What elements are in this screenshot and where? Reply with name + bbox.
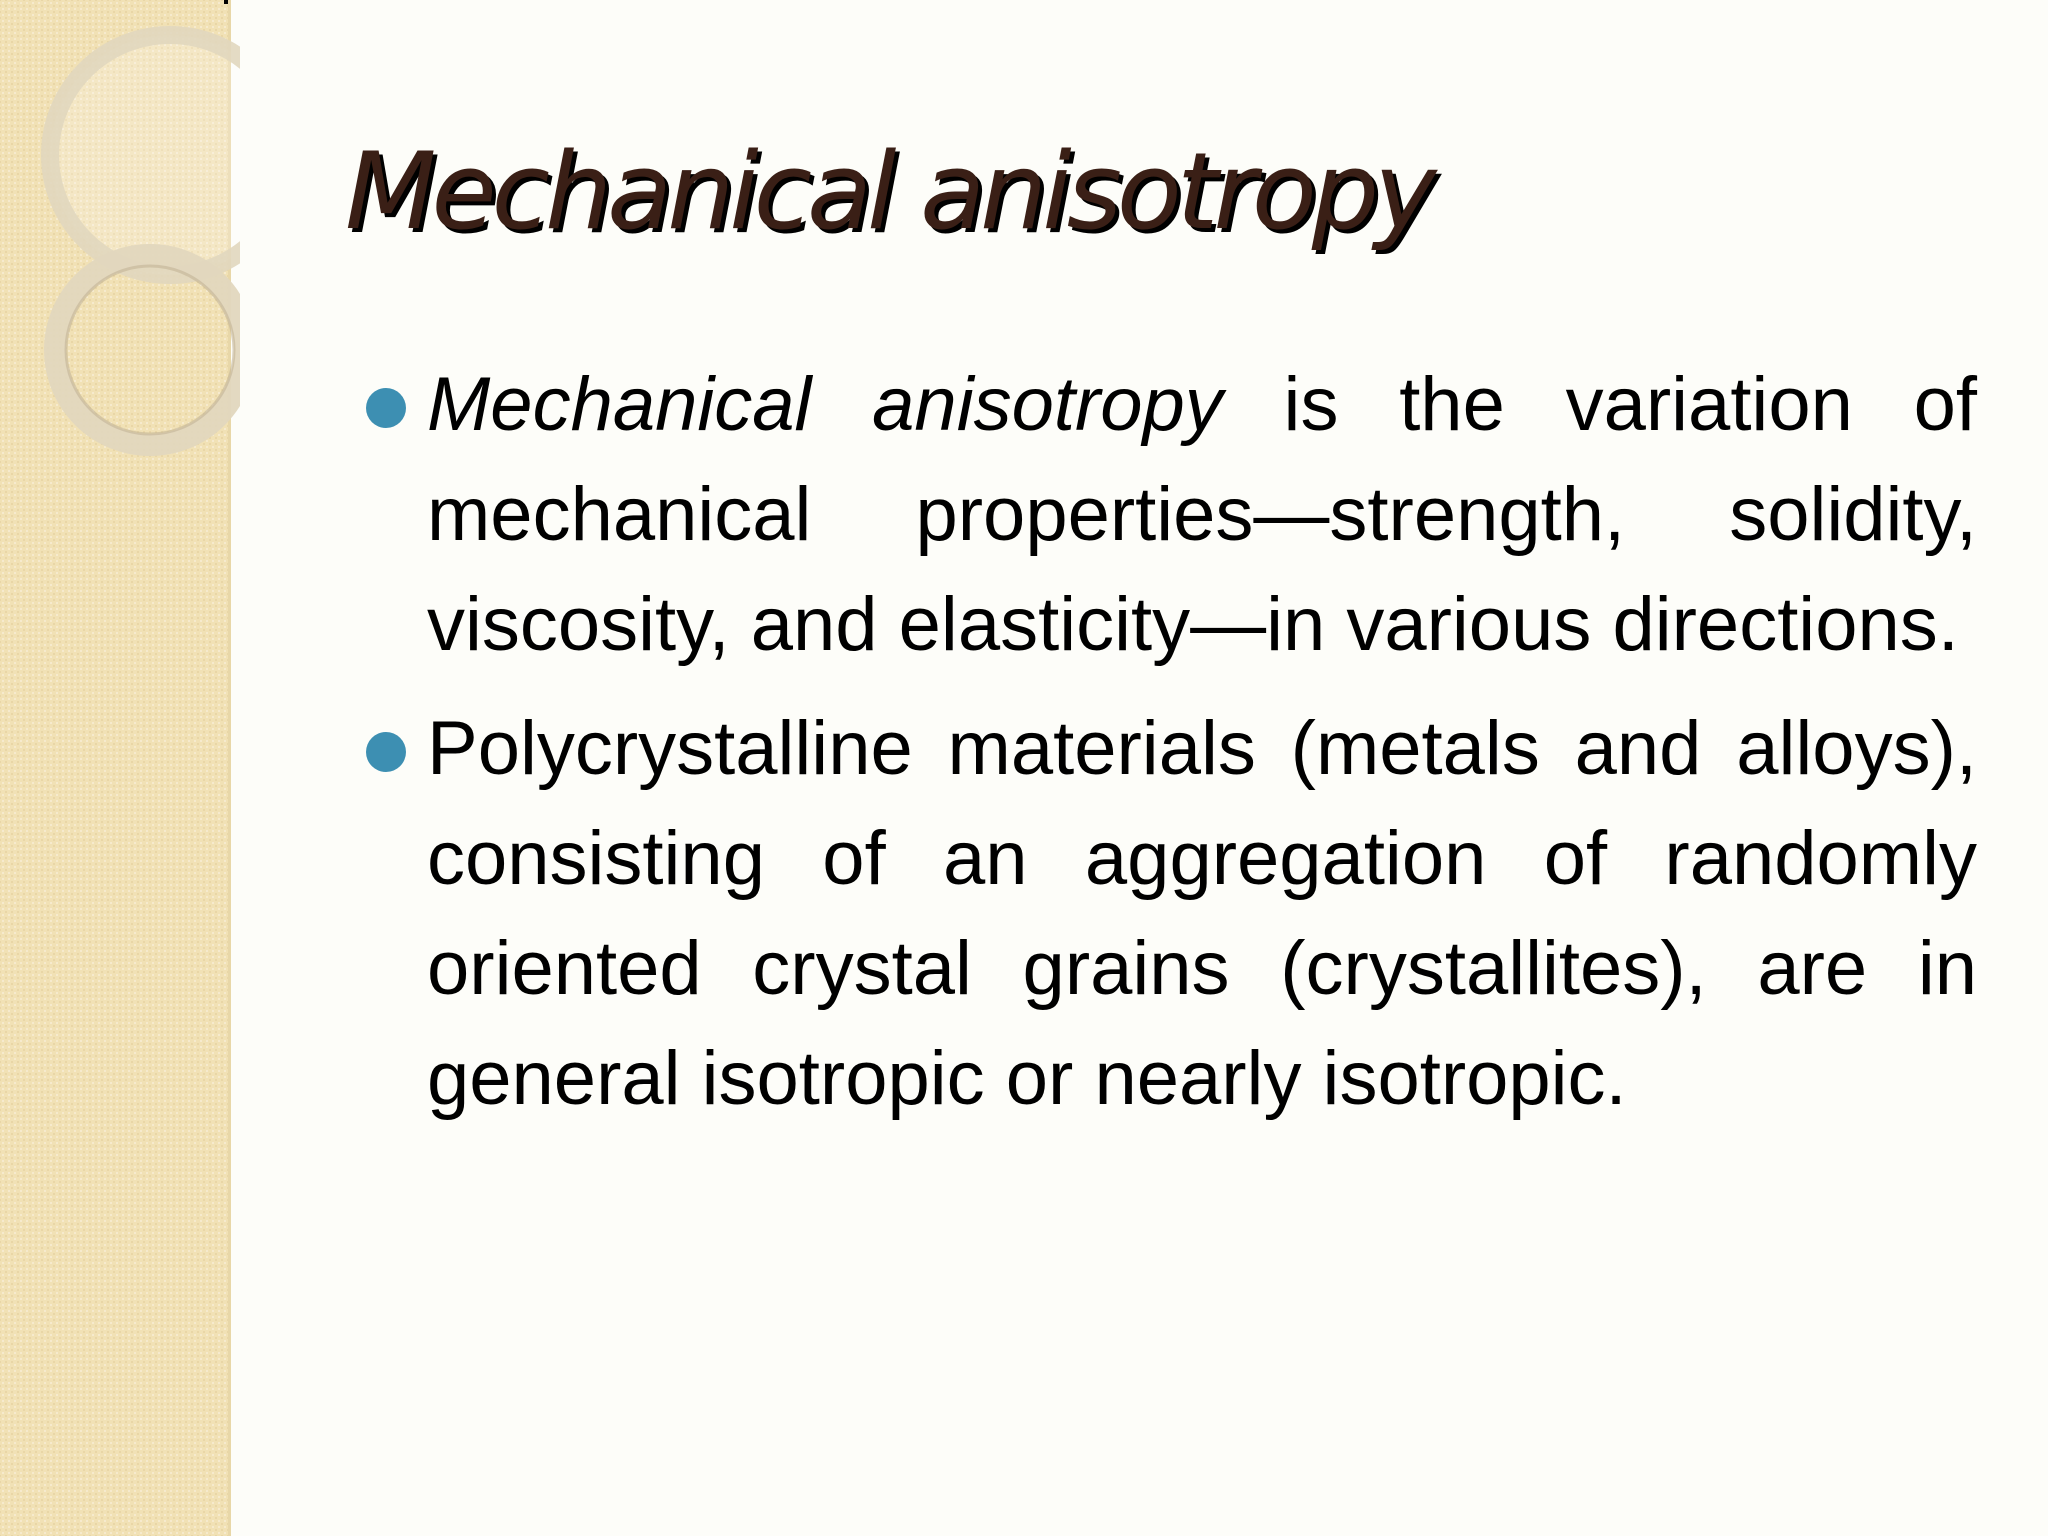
bullet-item [357,694,1977,1134]
bullet-dot-icon [366,388,406,428]
bullet-text: is the variation of mechanical properties—strength, solidity, viscosity, and elasticity—in various directions. [427,362,1977,667]
bullet-dot-icon [366,732,406,772]
bullet-list [357,350,1977,1148]
bullet-item [357,350,1977,680]
decorative-rings-ornament [0,0,240,500]
small-ring-inner-line [66,266,234,434]
bullet-text: Polycrystalline materials (metals and alloys), consisting of an aggregation of randomly oriented crystal grains (crystallites), are in general isotropic or nearly isotropic. [427,706,1977,1121]
small-ring [55,255,240,445]
bullet-lead-term: Mechanical anisotropy [427,362,1223,447]
large-ring [50,35,240,275]
slide-title: Mechanical anisotropy [345,130,1432,253]
